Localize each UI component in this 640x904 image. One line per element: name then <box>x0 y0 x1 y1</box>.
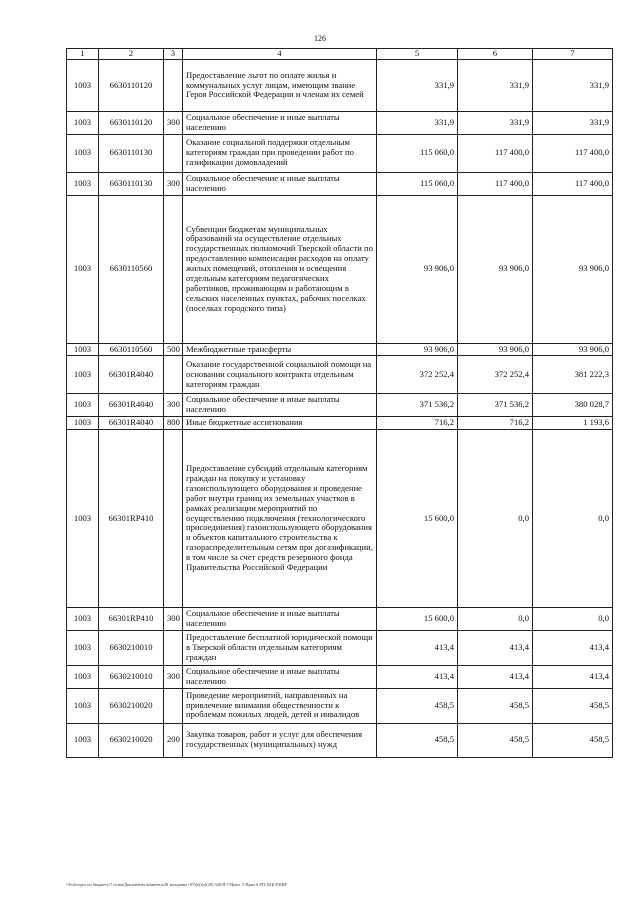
row-year1-value: 372 252,4 <box>377 356 458 394</box>
row-year2-value: 331,9 <box>458 112 533 135</box>
row-section-cell: 1003 <box>67 343 99 356</box>
header-cell-section: 1 <box>67 49 99 60</box>
row-type-cell: 300 <box>164 608 183 631</box>
row-year2-value: 372 252,4 <box>458 356 533 394</box>
row-year1-value: 93 906,0 <box>377 343 458 356</box>
row-year3-value: 458,5 <box>533 723 613 757</box>
row-year3-value: 117 400,0 <box>533 172 613 195</box>
row-type-cell <box>164 688 183 723</box>
row-name-cell: Оказание социальной поддержки отдельным категориям граждан при проведении работ по газификации домовладений <box>183 134 377 172</box>
row-year1-value: 413,4 <box>377 665 458 688</box>
row-section-cell: 1003 <box>67 134 99 172</box>
row-name-cell: Предоставление субсидий отдельным категориям граждан на покупку и установку газоиспользующего оборудования и проведение работ внутри границ их земельных участков в рамках реализации мероприятий по осуществлению подключения (технологического присоединения) газоиспользующего оборудования и объектов капитального строительства к газораспределительным сетям при догазификации, в том числе за счет средств резервного фонда Правительства Российской Федерации <box>183 430 377 608</box>
row-type-cell: 300 <box>164 172 183 195</box>
row-code-cell: 6630110560 <box>99 343 164 356</box>
row-section-cell: 1003 <box>67 608 99 631</box>
row-section-cell: 1003 <box>67 172 99 195</box>
table-row <box>67 394 613 417</box>
table-row <box>67 417 613 430</box>
row-section-cell: 1003 <box>67 60 99 112</box>
row-type-cell: 300 <box>164 112 183 135</box>
row-year1-value: 331,9 <box>377 60 458 112</box>
header-cell-name: 4 <box>183 49 377 60</box>
row-section-cell: 1003 <box>67 394 99 417</box>
table-row <box>67 723 613 757</box>
table-row <box>67 688 613 723</box>
row-year1-value: 115 060,0 <box>377 172 458 195</box>
row-year3-value: 380 028,7 <box>533 394 613 417</box>
row-code-cell: 6630110130 <box>99 134 164 172</box>
row-year1-value: 331,9 <box>377 112 458 135</box>
row-code-cell: 66301R4040 <box>99 356 164 394</box>
row-type-cell <box>164 430 183 608</box>
row-year2-value: 93 906,0 <box>458 343 533 356</box>
header-cell-code: 2 <box>99 49 164 60</box>
row-year1-value: 458,5 <box>377 723 458 757</box>
row-code-cell: 6630210020 <box>99 688 164 723</box>
row-year3-value: 1 193,6 <box>533 417 613 430</box>
row-year2-value: 371 536,2 <box>458 394 533 417</box>
row-section-cell: 1003 <box>67 430 99 608</box>
row-section-cell: 1003 <box>67 723 99 757</box>
row-code-cell: 66301RP410 <box>99 430 164 608</box>
row-year3-value: 331,9 <box>533 60 613 112</box>
row-type-cell <box>164 195 183 343</box>
row-name-cell: Предоставление льгот по оплате жилья и коммунальных услуг лицам, имеющим звание Героя Российской Федерации и членам их семей <box>183 60 377 112</box>
row-year1-value: 413,4 <box>377 630 458 665</box>
row-year3-value: 117 400,0 <box>533 134 613 172</box>
row-name-cell: Межбюджетные трансферты <box>183 343 377 356</box>
row-section-cell: 1003 <box>67 195 99 343</box>
row-type-cell <box>164 356 183 394</box>
row-name-cell: Субвенции бюджетам муниципальных образований на осуществление отдельных государственных полномочий Тверской области по предоставлению компенсации расходов на оплату жилых помещений, отопления и освещения отдельным категориям педагогических работников, проживающим и работающим в сельских населенных пунктах, рабочих поселках (поселках городского типа) <box>183 195 377 343</box>
row-name-cell: Оказание государственной социальной помощи на основании социального контракта отдельным категориям граждан <box>183 356 377 394</box>
row-name-cell: Проведение мероприятий, направленных на привлечение внимания общественности к проблемам пожилых людей, детей и инвалидов <box>183 688 377 723</box>
table-body <box>67 60 613 758</box>
row-code-cell: 6630110120 <box>99 112 164 135</box>
row-name-cell: Закупка товаров, работ и услуг для обеспечения государственных (муниципальных) нужд <box>183 723 377 757</box>
row-code-cell: 6630210010 <box>99 665 164 688</box>
row-code-cell: 66301R4040 <box>99 417 164 430</box>
row-year2-value: 413,4 <box>458 665 533 688</box>
row-code-cell: 6630110120 <box>99 60 164 112</box>
row-code-cell: 6630210020 <box>99 723 164 757</box>
row-type-cell <box>164 134 183 172</box>
table-row <box>67 430 613 608</box>
row-section-cell: 1003 <box>67 665 99 688</box>
header-row <box>67 49 613 60</box>
row-code-cell: 66301RP410 <box>99 608 164 631</box>
page-number: 126 <box>314 34 326 43</box>
header-cell-year1: 5 <box>377 49 458 60</box>
row-year1-value: 716,2 <box>377 417 458 430</box>
row-year2-value: 93 906,0 <box>458 195 533 343</box>
row-year3-value: 93 906,0 <box>533 343 613 356</box>
row-year3-value: 381 222,3 <box>533 356 613 394</box>
table-row <box>67 343 613 356</box>
row-type-cell: 200 <box>164 723 183 757</box>
row-year1-value: 15 600,0 <box>377 608 458 631</box>
row-year2-value: 413,4 <box>458 630 533 665</box>
row-name-cell: Социальное обеспечение и иные выплаты населению <box>183 112 377 135</box>
row-type-cell <box>164 60 183 112</box>
table-row <box>67 195 613 343</box>
row-section-cell: 1003 <box>67 417 99 430</box>
row-year2-value: 458,5 <box>458 723 533 757</box>
header-cell-type: 3 <box>164 49 183 60</box>
row-year1-value: 15 600,0 <box>377 430 458 608</box>
row-year3-value: 413,4 <box>533 630 613 665</box>
row-name-cell: Социальное обеспечение и иные выплаты населению <box>183 665 377 688</box>
row-year2-value: 458,5 <box>458 688 533 723</box>
row-name-cell: Социальное обеспечение и иные выплаты населению <box>183 394 377 417</box>
row-type-cell: 300 <box>164 394 183 417</box>
row-code-cell: 6630110560 <box>99 195 164 343</box>
row-code-cell: 6630210010 <box>99 630 164 665</box>
row-year2-value: 0,0 <box>458 608 533 631</box>
row-name-cell: Предоставление бесплатной юридической помощи в Тверской области отдельным категориям граждан <box>183 630 377 665</box>
table-row <box>67 134 613 172</box>
row-year3-value: 0,0 <box>533 430 613 608</box>
row-year3-value: 331,9 <box>533 112 613 135</box>
table-row <box>67 630 613 665</box>
row-section-cell: 1003 <box>67 356 99 394</box>
row-type-cell: 500 <box>164 343 183 356</box>
header-cell-year2: 6 <box>458 49 533 60</box>
row-year2-value: 117 400,0 <box>458 134 533 172</box>
table-row <box>67 608 613 631</box>
row-section-cell: 1003 <box>67 630 99 665</box>
row-section-cell: 1003 <box>67 688 99 723</box>
row-name-cell: Иные бюджетные ассигнования <box>183 417 377 430</box>
row-year2-value: 0,0 <box>458 430 533 608</box>
row-year2-value: 117 400,0 <box>458 172 533 195</box>
table-row <box>67 112 613 135</box>
table-row <box>67 60 613 112</box>
row-year3-value: 458,5 <box>533 688 613 723</box>
header-cell-year3: 7 <box>533 49 613 60</box>
row-year2-value: 331,9 <box>458 60 533 112</box>
table-row <box>67 172 613 195</box>
row-year1-value: 115 060,0 <box>377 134 458 172</box>
row-year2-value: 716,2 <box>458 417 533 430</box>
row-section-cell: 1003 <box>67 112 99 135</box>
row-type-cell: 300 <box>164 665 183 688</box>
row-type-cell <box>164 630 183 665</box>
file-path-footer: \\Pcd\отдел по бюджету\7 сетка\Документы комитета\28 заседание (07)(е)\(е)(28) 346-П-7\Прил. 5 Прил 6 РП, КЦСР,КВР <box>66 882 287 887</box>
budget-table <box>66 48 613 758</box>
table-row <box>67 665 613 688</box>
row-code-cell: 6630110130 <box>99 172 164 195</box>
row-year1-value: 93 906,0 <box>377 195 458 343</box>
table-row <box>67 356 613 394</box>
row-year1-value: 371 536,2 <box>377 394 458 417</box>
row-year3-value: 93 906,0 <box>533 195 613 343</box>
row-year1-value: 458,5 <box>377 688 458 723</box>
row-year3-value: 413,4 <box>533 665 613 688</box>
row-code-cell: 66301R4040 <box>99 394 164 417</box>
row-name-cell: Социальное обеспечение и иные выплаты населению <box>183 608 377 631</box>
row-name-cell: Социальное обеспечение и иные выплаты населению <box>183 172 377 195</box>
row-type-cell: 800 <box>164 417 183 430</box>
row-year3-value: 0,0 <box>533 608 613 631</box>
